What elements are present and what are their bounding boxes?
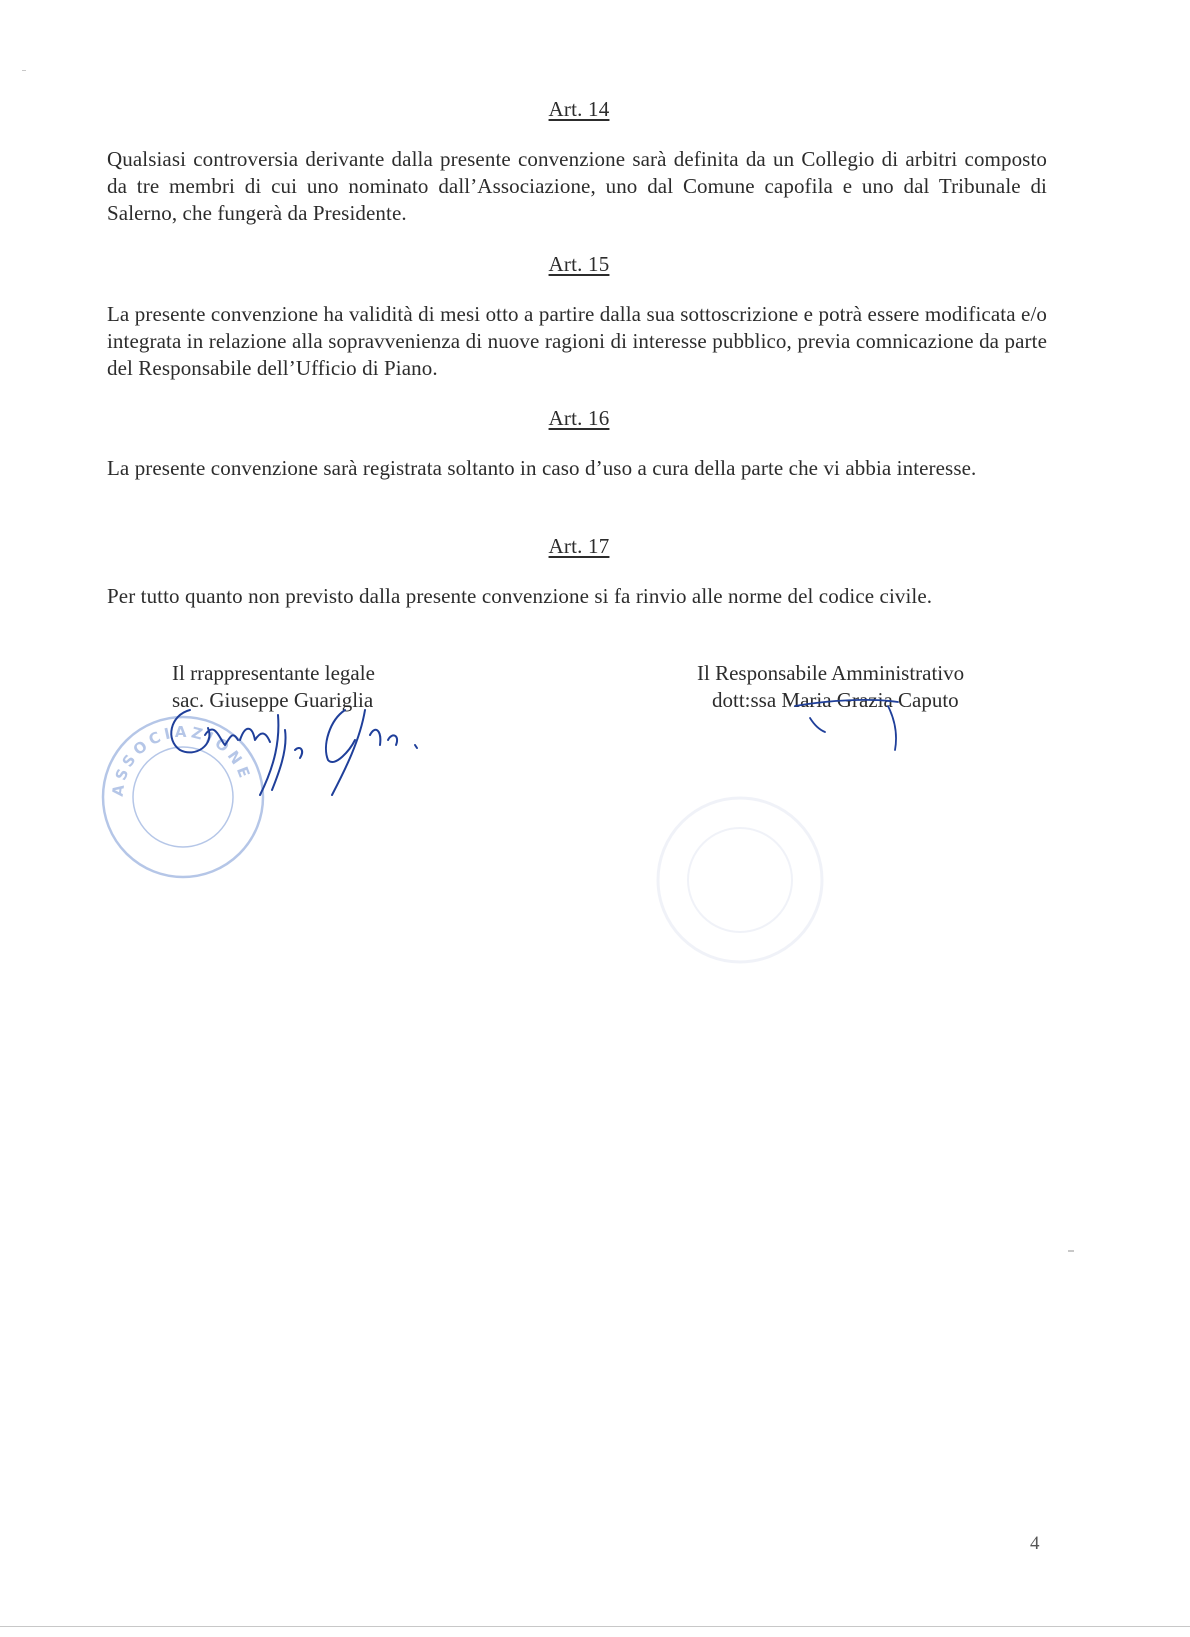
- left-signatory-name: sac. Giuseppe Guariglia: [172, 688, 374, 712]
- right-signatory-role: Il Responsabile Amministrativo: [697, 661, 965, 685]
- scan-speck: [1068, 1250, 1074, 1252]
- faint-stamp: [650, 790, 830, 970]
- page-number: 4: [1030, 1533, 1040, 1554]
- article-15-text: La presente convenzione ha validità di mesi otto a partire dalla sua sottoscrizione e potrà essere modificata e/o integrata in relazione alla sopravvenienza di nuove ragioni di interesse pubblico, previa comnicazione da parte del Responsabile dell’Ufficio di Piano.: [107, 302, 1047, 380]
- scan-bottom-edge: [0, 1626, 1190, 1627]
- left-handwritten-signature: [160, 690, 440, 810]
- right-handwritten-signature: [790, 688, 940, 758]
- article-14-text: Qualsiasi controversia derivante dalla presente convenzione sarà definita da un Collegio di arbitri composto da tre membri di cui uno nominato dall’Associazione, uno dal Comune capofila e uno dal Tribunale di Salerno, che fungerà da Presidente.: [107, 147, 1047, 225]
- right-signatory-name: dott:ssa Maria Grazia Caputo: [712, 688, 959, 712]
- article-15-heading: Art. 15: [548, 252, 610, 276]
- scan-speck: [22, 70, 26, 71]
- article-14-heading: Art. 14: [548, 97, 610, 121]
- left-signatory-role: Il rrappresentante legale: [172, 661, 375, 685]
- article-17-heading: Art. 17: [548, 534, 610, 558]
- article-17-text: Per tutto quanto non previsto dalla presente convenzione si fa rinvio alle norme del codice civile.: [107, 584, 933, 608]
- article-16-text: La presente convenzione sarà registrata soltanto in caso d’uso a cura della parte che vi abbia interesse.: [107, 456, 977, 480]
- article-16-heading: Art. 16: [548, 406, 610, 430]
- stamp-text: ASSOCIAZIONE: [108, 722, 255, 798]
